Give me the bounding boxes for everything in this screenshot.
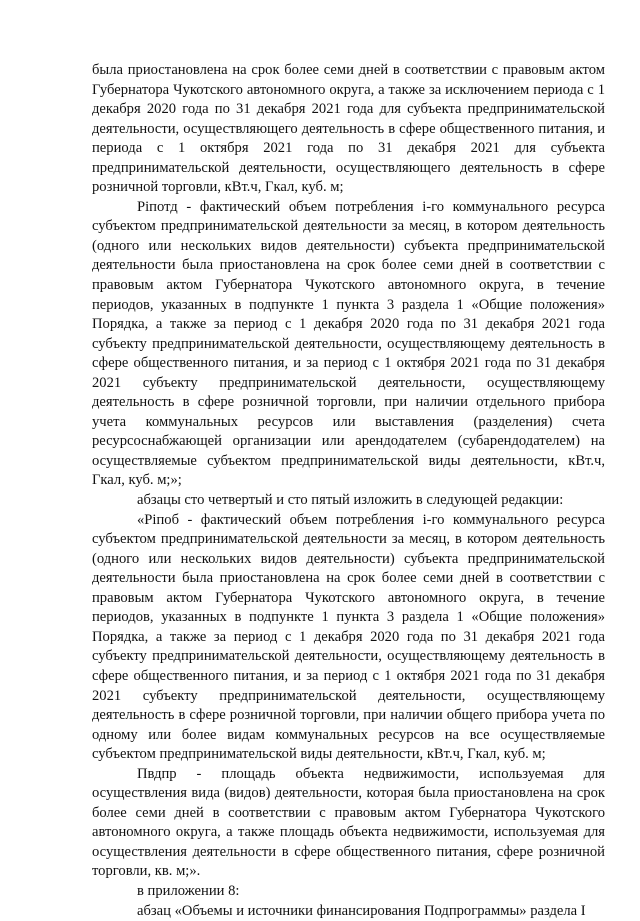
paragraph-section-i-heading: абзац «Объемы и источники финансирования Подпрограммы» раздела I — [137, 902, 586, 919]
document-page — [92, 61, 605, 921]
paragraph-continuation: была приостановлена на срок более семи дней в соответствии с правовым актом Губернатора Чукотского автономного округа, а также за исключением периода с 1 декабря 2020 года по 31 декабря 2021 года для субъекта предпринимательской деятельности, осуществляющего деятельность в сфере общественного питания, и периода с 1 октября 2021 года по 31 декабря 2021 для субъекта предпринимательской деятельности, осуществляющего деятельность в сфере розничной торговли, кВт.ч, Гкал, куб. м; — [92, 62, 605, 196]
paragraph-appendix-8: в приложении 8: — [137, 882, 240, 899]
paragraph-pipotd-definition: Piпотд - фактический объем потребления i-го коммунального ресурса субъектом предпринимательской деятельности за месяц, в котором деятельность (одного или нескольких видов деятельности) субъекта предпринимательской деятельности была приостановлена на срок более семи дней в соответствии с правовым актом Губернатора Чукотского автономного округа, в течение периодов, указанных в подпункте 1 пункта 3 раздела 1 «Общие положения» Порядка, а также за период с 1 декабря 2020 года по 31 декабря 2021 года субъекту предпринимательской деятельности, осуществляющему деятельность в сфере общественного питания, и за период с 1 октября 2021 года по 31 декабря 2021 субъекту предпринимательской деятельности, осуществляющему деятельность в сфере розничной торговли, при наличии отдельного прибора учета коммунальных ресурсов или выставления (разделения) счета ресурсоснабжающей организации или арендодателем (субарендодателем) на осуществляемые субъектом предпринимательской виды деятельности, кВт.ч, Гкал, куб. м;»; — [92, 198, 605, 489]
paragraph-amendment-instruction: абзацы сто четвертый и сто пятый изложить в следующей редакции: — [137, 492, 564, 509]
paragraph-pvdpr-definition: Пвдпр - площадь объекта недвижимости, используемая для осуществления вида (видов) деятельности, которая была приостановлена на срок более семи дней в соответствии с правовым актом Губернатора Чукотского автономного округа, а также площадь объекта недвижимости, используемая для осуществления деятельности в сфере общественного питания, сфере розничной торговли, кв. м;». — [92, 765, 605, 880]
paragraph-pipob-definition: «Piпоб - фактический объем потребления i-го коммунального ресурса субъектом предпринимательской деятельности за месяц, в котором деятельность (одного или нескольких видов деятельности) субъекта предпринимательской деятельности была приостановлена на срок более семи дней в соответствии с правовым актом Губернатора Чукотского автономного округа, в течение периодов, указанных в подпункте 1 пункта 3 раздела 1 «Общие положения» Порядка, а также за период с 1 декабря 2020 года по 31 декабря 2021 года субъекту предпринимательской деятельности, осуществляющему деятельность в сфере общественного питания, и за период с 1 октября 2021 года по 31 декабря 2021 субъекту предпринимательской деятельности, осуществляющему деятельность в сфере розничной торговли, при наличии общего прибора учета по одному или более видам коммунальных ресурсов на все осуществляемые субъектом предпринимательской виды деятельности, кВт.ч, Гкал, куб. м; — [92, 511, 605, 763]
